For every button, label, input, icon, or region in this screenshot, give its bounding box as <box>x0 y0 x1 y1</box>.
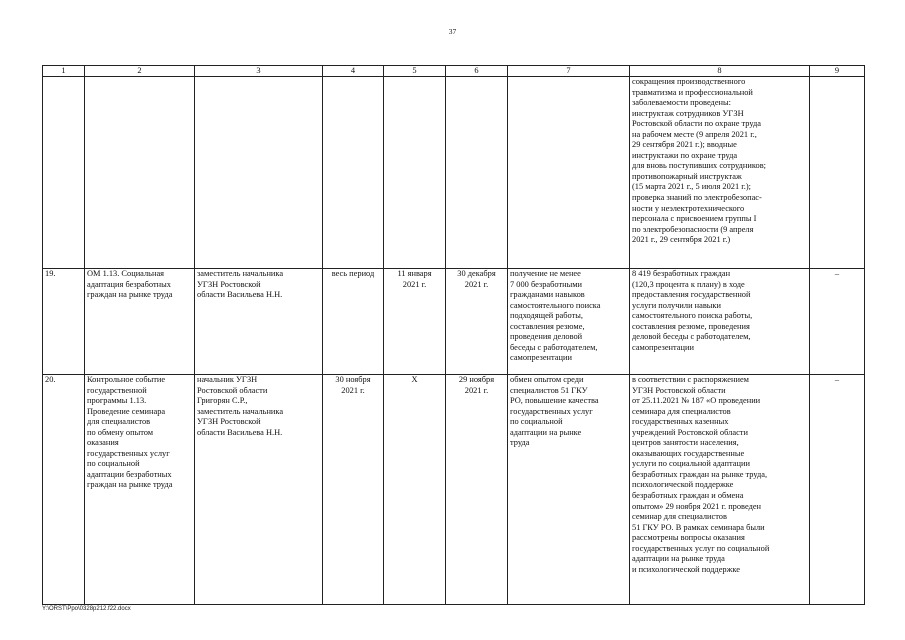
cell-line: семинар для специалистов <box>632 512 727 522</box>
cell-line: для специалистов <box>87 417 151 427</box>
expected-result-cell <box>508 269 630 375</box>
row-number: 20. <box>43 375 85 605</box>
period-cell <box>323 77 384 269</box>
column-header: 1 <box>43 66 85 77</box>
cell-line: 7 000 безработными <box>510 279 583 289</box>
event-cell <box>85 375 195 605</box>
column-header: 7 <box>508 66 630 77</box>
cell-line: 2021 г. <box>464 385 489 395</box>
end-date-cell <box>446 375 508 605</box>
note-cell <box>810 77 865 269</box>
cell-line: самостоятельного поиска <box>510 300 601 310</box>
cell-line: заместитель начальника <box>197 406 284 416</box>
cell-line: на рабочем месте (9 апреля 2021 г., <box>632 129 757 139</box>
cell-line: в соответствии с распоряжением <box>632 375 749 384</box>
row-number: 19. <box>43 269 85 375</box>
cell-line: Проведение семинара <box>87 406 166 416</box>
cell-line: 2021 г. <box>402 279 427 289</box>
cell-line: самопрезентации <box>510 353 572 363</box>
cell-line: 29 сентября 2021 г.); вводные <box>632 140 737 150</box>
cell-line: услуги по социальной адаптации <box>632 459 750 469</box>
cell-line: Григорян С.Р., <box>197 396 248 406</box>
column-header: 6 <box>446 66 508 77</box>
cell-line: заболеваемости проведены: <box>632 98 731 108</box>
cell-line: для вновь поступивших сотрудников; <box>632 161 766 171</box>
cell-line: государственной <box>87 385 147 395</box>
cell-line: проверка знаний по электробезопас- <box>632 193 762 203</box>
table-row <box>43 77 865 269</box>
cell-line: Контрольное событие <box>87 375 166 384</box>
cell-line: начальник УГЗН <box>197 375 258 384</box>
cell-line: УГЗН Ростовской области <box>632 385 726 395</box>
cell-line: 11 января <box>397 269 432 278</box>
cell-line: УГЗН Ростовской <box>197 417 261 427</box>
cell-line: травматизма и профессиональной <box>632 87 753 97</box>
cell-line: государственных услуг <box>87 448 170 458</box>
cell-line: проведения деловой <box>510 332 583 342</box>
cell-line: оказывающих государственные <box>632 448 745 458</box>
event-cell <box>85 77 195 269</box>
cell-line: специалистов 51 ГКУ <box>510 385 588 395</box>
cell-line: адаптация безработных <box>87 279 171 289</box>
cell-line: 8 419 безработных граждан <box>632 269 731 278</box>
cell-line: Ростовской области <box>197 385 268 395</box>
cell-line: весь период <box>331 269 375 278</box>
cell-line: (15 марта 2021 г., 5 июля 2021 г.); <box>632 182 751 192</box>
end-date-cell <box>446 77 508 269</box>
cell-line: деловой беседы с работодателем, <box>632 332 751 342</box>
cell-line: адаптации на рынке труда <box>632 554 725 564</box>
cell-line: от 25.11.2021 № 187 «О проведении <box>632 396 761 406</box>
responsible-cell <box>195 77 323 269</box>
responsible-cell <box>195 269 323 375</box>
cell-line: государственных услуг по социальной <box>632 543 770 553</box>
cell-line: самостоятельного поиска работы, <box>632 311 753 321</box>
cell-line: гражданами навыков <box>510 290 585 300</box>
cell-line: предоставления государственной <box>632 290 751 300</box>
cell-line: (120,3 процента к плану) в ходе <box>632 279 745 289</box>
cell-line: 2021 г. <box>341 385 365 395</box>
row-number <box>43 77 85 269</box>
cell-line: 2021 г., 29 сентября 2021 г.) <box>632 235 731 245</box>
cell-line: заместитель начальника <box>197 269 284 278</box>
cell-line: по социальной <box>87 459 140 469</box>
column-header: 4 <box>323 66 384 77</box>
cell-line: сокращения производственного <box>632 77 746 86</box>
event-cell <box>85 269 195 375</box>
cell-line: адаптации на рынке <box>510 427 582 437</box>
expected-result-cell <box>508 375 630 605</box>
cell-line: безработных граждан на рынке труда, <box>632 469 768 479</box>
cell-line: адаптации безработных <box>87 469 172 479</box>
note-cell: – <box>810 269 865 375</box>
cell-line: инструктажи по охране труда <box>632 150 738 160</box>
cell-line: обмен опытом среди <box>510 375 584 384</box>
cell-line: 30 ноября <box>335 375 371 384</box>
cell-line: опытом» 29 ноября 2021 г. проведен <box>632 501 762 511</box>
cell-line: государственных услуг <box>510 406 593 416</box>
cell-line: психологической поддержке <box>632 480 734 490</box>
page-number: 37 <box>448 27 457 36</box>
cell-line: программы 1.13. <box>87 396 147 406</box>
cell-line: 51 ГКУ РО. В рамках семинара были <box>632 522 765 532</box>
column-header: 3 <box>195 66 323 77</box>
table-row <box>43 269 865 375</box>
end-date-cell <box>446 269 508 375</box>
cell-line: учреждений Ростовской области <box>632 427 748 437</box>
note-cell: – <box>810 375 865 605</box>
cell-line: получение не менее <box>510 269 581 278</box>
cell-line: труда <box>510 438 530 448</box>
responsible-cell <box>195 375 323 605</box>
cell-line: ОМ 1.13. Социальная <box>87 269 165 278</box>
cell-line: противопожарный инструктаж <box>632 171 742 181</box>
cell-line: ности у неэлектротехнического <box>632 203 745 213</box>
column-header: 5 <box>384 66 446 77</box>
cell-line: составления резюме, <box>510 321 585 331</box>
expected-result-cell <box>508 77 630 269</box>
file-path-footer: Y:\ORST\Ppo\0328p212.f22.docx <box>42 606 131 612</box>
cell-line: по электробезопасности (9 апреля <box>632 224 754 234</box>
cell-line: 30 декабря <box>457 269 496 278</box>
cell-line: 2021 г. <box>464 279 489 289</box>
period-cell <box>323 269 384 375</box>
cell-line: подходящей работы, <box>510 311 583 321</box>
period-cell <box>323 375 384 605</box>
cell-line: и психологической поддержке <box>632 564 740 574</box>
cell-line: области Васильева Н.Н. <box>197 427 283 437</box>
actual-result-cell <box>630 269 810 375</box>
cell-line: семинара для специалистов <box>632 406 731 416</box>
cell-line: УГЗН Ростовской <box>197 279 261 289</box>
cell-line: по социальной <box>510 417 563 427</box>
cell-line: оказания <box>87 438 119 448</box>
column-header: 9 <box>810 66 865 77</box>
cell-line: инструктаж сотрудников УГЗН <box>632 108 744 118</box>
cell-line: граждан на рынке труда <box>87 290 173 300</box>
cell-line: 29 ноября <box>458 375 495 384</box>
column-header: 2 <box>85 66 195 77</box>
start-date-cell <box>384 269 446 375</box>
actual-result-cell <box>630 375 810 605</box>
report-table <box>42 65 865 605</box>
column-header-row <box>43 66 865 77</box>
column-header: 8 <box>630 66 810 77</box>
cell-line: РО, повышение качества <box>510 396 599 406</box>
cell-line: безработных граждан и обмена <box>632 491 744 501</box>
table-row <box>43 375 865 605</box>
cell-line: граждан на рынке труда <box>87 480 173 490</box>
cell-line: государственных казенных <box>632 417 729 427</box>
cell-line: услуги получили навыки <box>632 300 721 310</box>
start-date-cell <box>384 375 446 605</box>
cell-line: рассмотрены вопросы оказания <box>632 533 745 543</box>
cell-line: центров занятости населения, <box>632 438 739 448</box>
cell-line: области Васильева Н.Н. <box>197 290 283 300</box>
cell-line: беседы с работодателем, <box>510 342 598 352</box>
cell-line: персонала с присвоением группы I <box>632 214 757 224</box>
start-date-cell <box>384 77 446 269</box>
actual-result-cell <box>630 77 810 269</box>
cell-line: по обмену опытом <box>87 427 154 437</box>
cell-line: составления резюме, проведения <box>632 321 750 331</box>
cell-line: Ростовской области по охране труда <box>632 119 762 129</box>
cell-line: самопрезентации <box>632 342 694 352</box>
cell-line: Х <box>411 375 418 384</box>
